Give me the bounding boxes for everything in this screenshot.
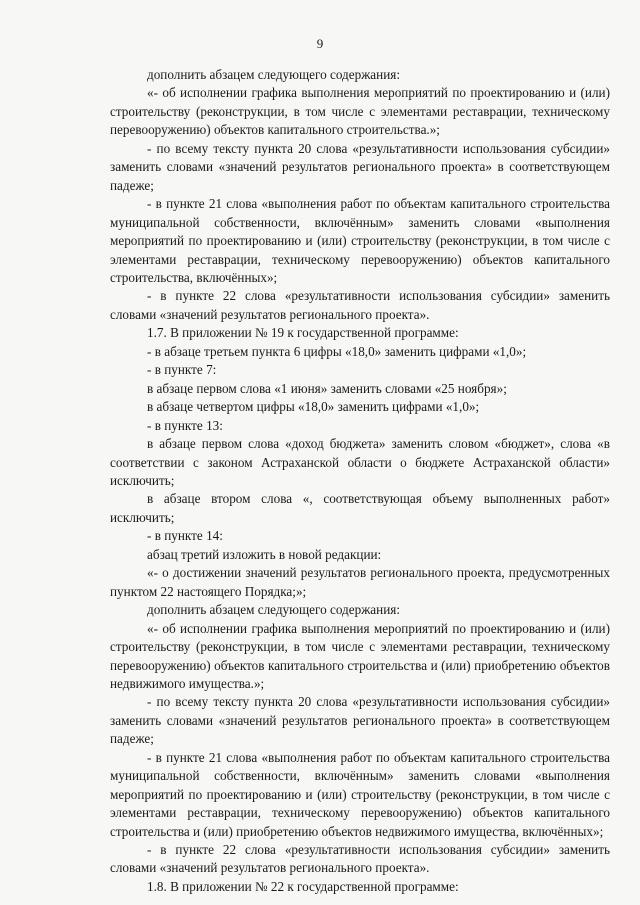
paragraph: «- о достижении значений результатов регионального проекта, предусмотренных пунктом 22 настоящего Порядка;»; [110,565,610,599]
paragraph: «- об исполнении графика выполнения мероприятий по проектированию и (или) строительству (реконструкции, в том числе с элементами реставрации, техническому перевооружению) объектов капитального строительства и (или) приобретению объектов недвижимого имущества.»; [110,620,610,691]
paragraph: - в пункте 13: [147,417,223,433]
paragraph: в абзаце четвертом цифры «18,0» заменить цифрами «1,0»; [147,399,480,415]
paragraph: - в абзаце третьем пункта 6 цифры «18,0» заменить цифрами «1,0»; [147,343,527,359]
paragraph: в абзаце втором слова «, соответствующая объему выполненных работ» исключить; [110,491,610,525]
paragraph: - по всему тексту пункта 20 слова «результативности использования субсидии» заменить словами «значений результатов регионального проекта» в соответствующем падеже; [110,694,610,747]
paragraph: дополнить абзацем следующего содержания: [147,67,401,82]
paragraph: - в пункте 22 слова «результативности использования субсидии» заменить словами «значений результатов регионального проекта». [110,288,610,322]
paragraph: 1.8. В приложении № 22 к государственной программе: [147,878,459,894]
paragraph: - в пункте 14: [147,528,223,544]
document-body [110,66,610,896]
paragraph: - в пункте 22 слова «результативности использования субсидии» заменить словами «значений результатов регионального проекта». [110,842,610,876]
paragraph: - в пункте 21 слова «выполнения работ по объектам капитального строительства муниципальной собственности, включённым» заменить словами «выполнения мероприятий по проектированию и (или) строительству (реконструкции, в том числе с элементами реставрации, техническому перевооружению) объектов капитального строительства, включённых»; [110,196,610,285]
paragraph: - в пункте 7: [147,362,217,378]
page-number: 9 [316,36,324,51]
paragraph: в абзаце первом слова «доход бюджета» заменить словом «бюджет», слова «в соответствии с законом Астраханской области о бюджете Астраханской области» исключить; [110,436,610,488]
paragraph: - в пункте 21 слова «выполнения работ по объектам капитального строительства муниципальной собственности, включённым» заменить словами «выполнения мероприятий по проектированию и (или) строительству (реконструкции, в том числе с элементами реставрации, техническому перевооружению) объектов капитального строительства и (или) приобретению объектов недвижимого имущества, включённых»; [110,749,610,839]
paragraph: в абзаце первом слова «1 июня» заменить словами «25 ноября»; [147,380,507,396]
paragraph: 1.7. В приложении № 19 к государственной программе: [147,325,459,341]
paragraph: «- об исполнении графика выполнения мероприятий по проектированию и (или) строительству (реконструкции, в том числе с элементами реставрации, техническому перевооружению) объектов капитального строительства.»; [110,85,610,138]
paragraph: дополнить абзацем следующего содержания: [147,602,401,618]
paragraph: - по всему тексту пункта 20 слова «результативности использования субсидии» заменить словами «значений результатов регионального проекта» в соответствующем падеже; [110,140,610,193]
paragraph: абзац третий изложить в новой редакции: [147,546,382,562]
